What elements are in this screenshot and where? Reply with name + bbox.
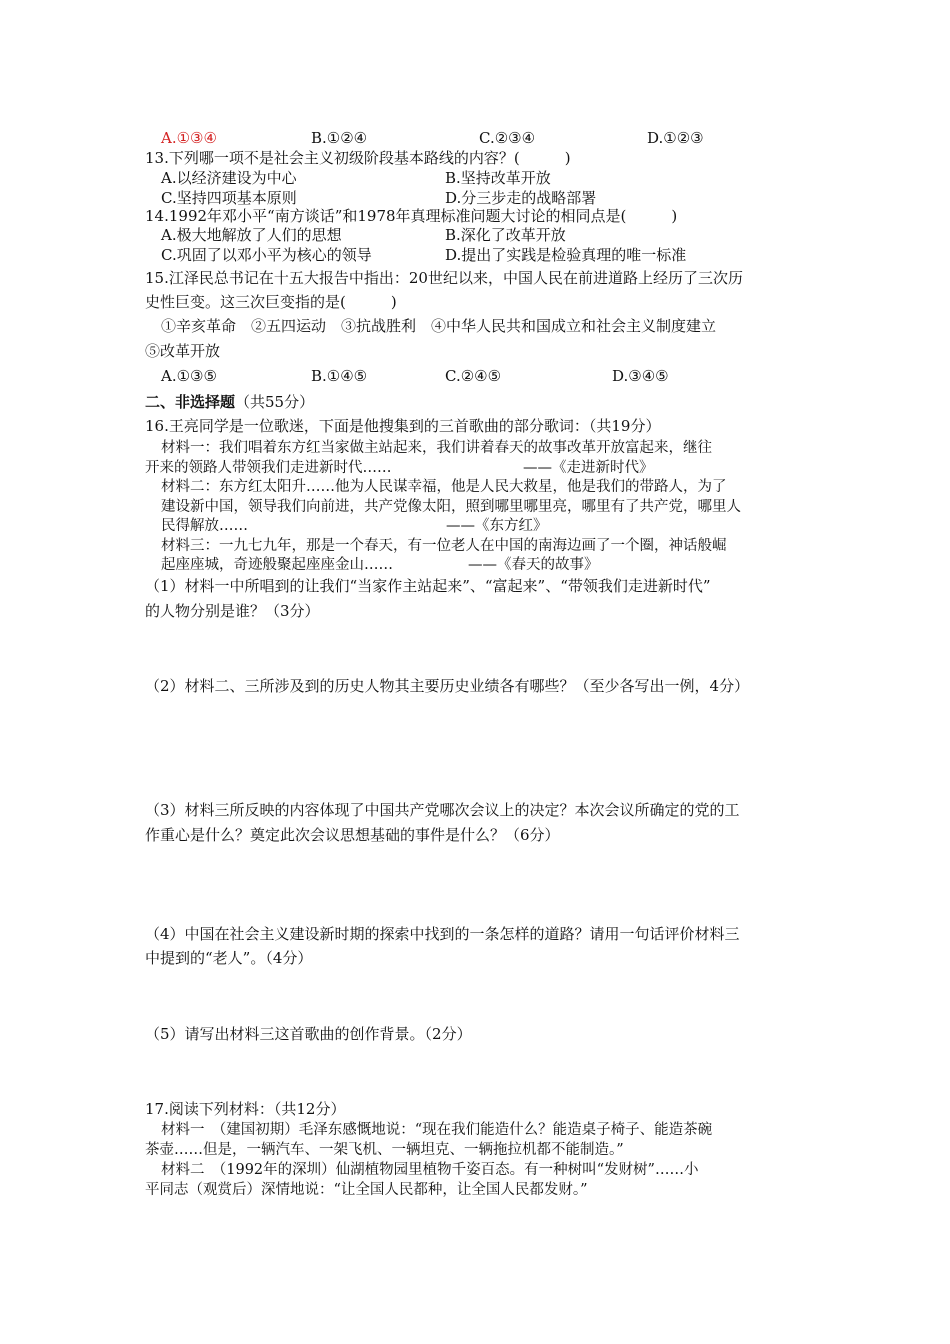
q15-items-line-1: ①辛亥革命 ②五四运动 ③抗战胜利 ④中华人民共和国成立和社会主义制度建立 bbox=[161, 317, 717, 335]
q13-stem: 13.下列哪一项不是社会主义初级阶段基本路线的内容？( ) bbox=[145, 149, 571, 167]
q16-material-2-source: ——《东方红》 bbox=[446, 518, 548, 534]
section-2-score: （共55分） bbox=[235, 393, 315, 411]
q17-material-2-line-1: 材料二 （1992年的深圳）仙湖植物园里植物千姿百态。有一种树叫“发财树”……小 bbox=[161, 1162, 699, 1178]
q16-material-2-line-3: 民得解放…… bbox=[161, 518, 248, 534]
q16-sub3-line-1: （3）材料三所反映的内容体现了中国共产党哪次会议上的决定？本次会议所确定的党的工 bbox=[145, 801, 740, 819]
q15-option-b: B.①④⑤ bbox=[311, 367, 368, 385]
q16-material-1-line-1: 材料一：我们唱着东方红当家做主站起来，我们讲着春天的故事改革开放富起来，继往 bbox=[161, 440, 712, 456]
q14-option-c: C.巩固了以邓小平为核心的领导 bbox=[161, 246, 372, 264]
q15-option-d: D.③④⑤ bbox=[612, 367, 669, 385]
q16-sub4-line-2: 中提到的“老人”。（4分） bbox=[145, 949, 313, 967]
q17-material-2-line-2: 平同志（观赏后）深情地说：“让全国人民都种，让全国人民都发财。” bbox=[145, 1182, 588, 1198]
q13-option-a: A.以经济建设为中心 bbox=[161, 169, 297, 187]
q16-sub4-line-1: （4）中国在社会主义建设新时期的探索中找到的一条怎样的道路？请用一句话评价材料三 bbox=[145, 925, 740, 943]
q15-option-a: A.①③⑤ bbox=[161, 367, 217, 385]
section-2-heading bbox=[145, 392, 314, 412]
q12-option-d: D.①②③ bbox=[647, 129, 704, 147]
q17-stem: 17.阅读下列材料：（共12分） bbox=[145, 1100, 346, 1118]
q13-option-c: C.坚持四项基本原则 bbox=[161, 189, 297, 207]
q13-option-d: D.分三步走的战略部署 bbox=[445, 189, 597, 207]
q16-material-1-line-2: 开来的领路人带领我们走进新时代…… bbox=[145, 460, 392, 476]
q12-option-b: B.①②④ bbox=[311, 129, 368, 147]
q16-material-3-source: ——《春天的故事》 bbox=[468, 557, 599, 573]
q16-material-2-line-2: 建设新中国，领导我们向前进，共产党像太阳，照到哪里哪里亮，哪里有了共产党，哪里人 bbox=[161, 499, 741, 515]
q13-option-b: B.坚持改革开放 bbox=[445, 169, 551, 187]
q16-material-3-line-1: 材料三：一九七九年，那是一个春天，有一位老人在中国的南海边画了一个圈，神话般崛 bbox=[161, 538, 727, 554]
q16-sub3-line-2: 作重心是什么？奠定此次会议思想基础的事件是什么？（6分） bbox=[145, 826, 560, 844]
section-2-title: 二、非选择题 bbox=[145, 393, 236, 411]
q12-option-a: A.①③④ bbox=[161, 129, 217, 147]
q14-option-a: A.极大地解放了人们的思想 bbox=[161, 226, 342, 244]
q14-stem: 14.1992年邓小平“南方谈话”和1978年真理标准问题大讨论的相同点是( ) bbox=[145, 207, 678, 225]
q16-material-3-line-2: 起座座城，奇迹般聚起座座金山…… bbox=[161, 557, 393, 573]
q16-material-1-source: ——《走进新时代》 bbox=[523, 460, 654, 476]
q15-stem-line-1: 15.江泽民总书记在十五大报告中指出：20世纪以来，中国人民在前进道路上经历了三次历 bbox=[145, 269, 743, 287]
q16-sub1-line-2: 的人物分别是谁？（3分） bbox=[145, 602, 320, 620]
q16-sub5: （5）请写出材料三这首歌曲的创作背景。（2分） bbox=[145, 1025, 472, 1043]
q15-stem-line-2: 史性巨变。这三次巨变指的是( ) bbox=[145, 293, 397, 311]
q15-option-c: C.②④⑤ bbox=[445, 367, 502, 385]
q15-items-line-2: ⑤改革开放 bbox=[145, 342, 221, 360]
q16-material-2-line-1: 材料二：东方红太阳升……他为人民谋幸福，他是人民大救星，他是我们的带路人，为了 bbox=[161, 479, 727, 495]
q14-option-d: D.提出了实践是检验真理的唯一标准 bbox=[445, 246, 687, 264]
q14-option-b: B.深化了改革开放 bbox=[445, 226, 566, 244]
q17-material-1-line-1: 材料一 （建国初期）毛泽东感慨地说：“现在我们能造什么？能造桌子椅子、能造茶碗 bbox=[161, 1122, 713, 1138]
q17-material-1-line-2: 茶壶……但是，一辆汽车、一架飞机、一辆坦克、一辆拖拉机都不能制造。” bbox=[145, 1142, 624, 1158]
q16-stem: 16.王亮同学是一位歌迷，下面是他搜集到的三首歌曲的部分歌词：（共19分） bbox=[145, 417, 661, 435]
q16-sub2: （2）材料二、三所涉及到的历史人物其主要历史业绩各有哪些？（至少各写出一例，4分） bbox=[145, 677, 750, 695]
q16-sub1-line-1: （1）材料一中所唱到的让我们“当家作主站起来”、“富起来”、“带领我们走进新时代” bbox=[145, 577, 711, 595]
q12-option-c: C.②③④ bbox=[479, 129, 536, 147]
